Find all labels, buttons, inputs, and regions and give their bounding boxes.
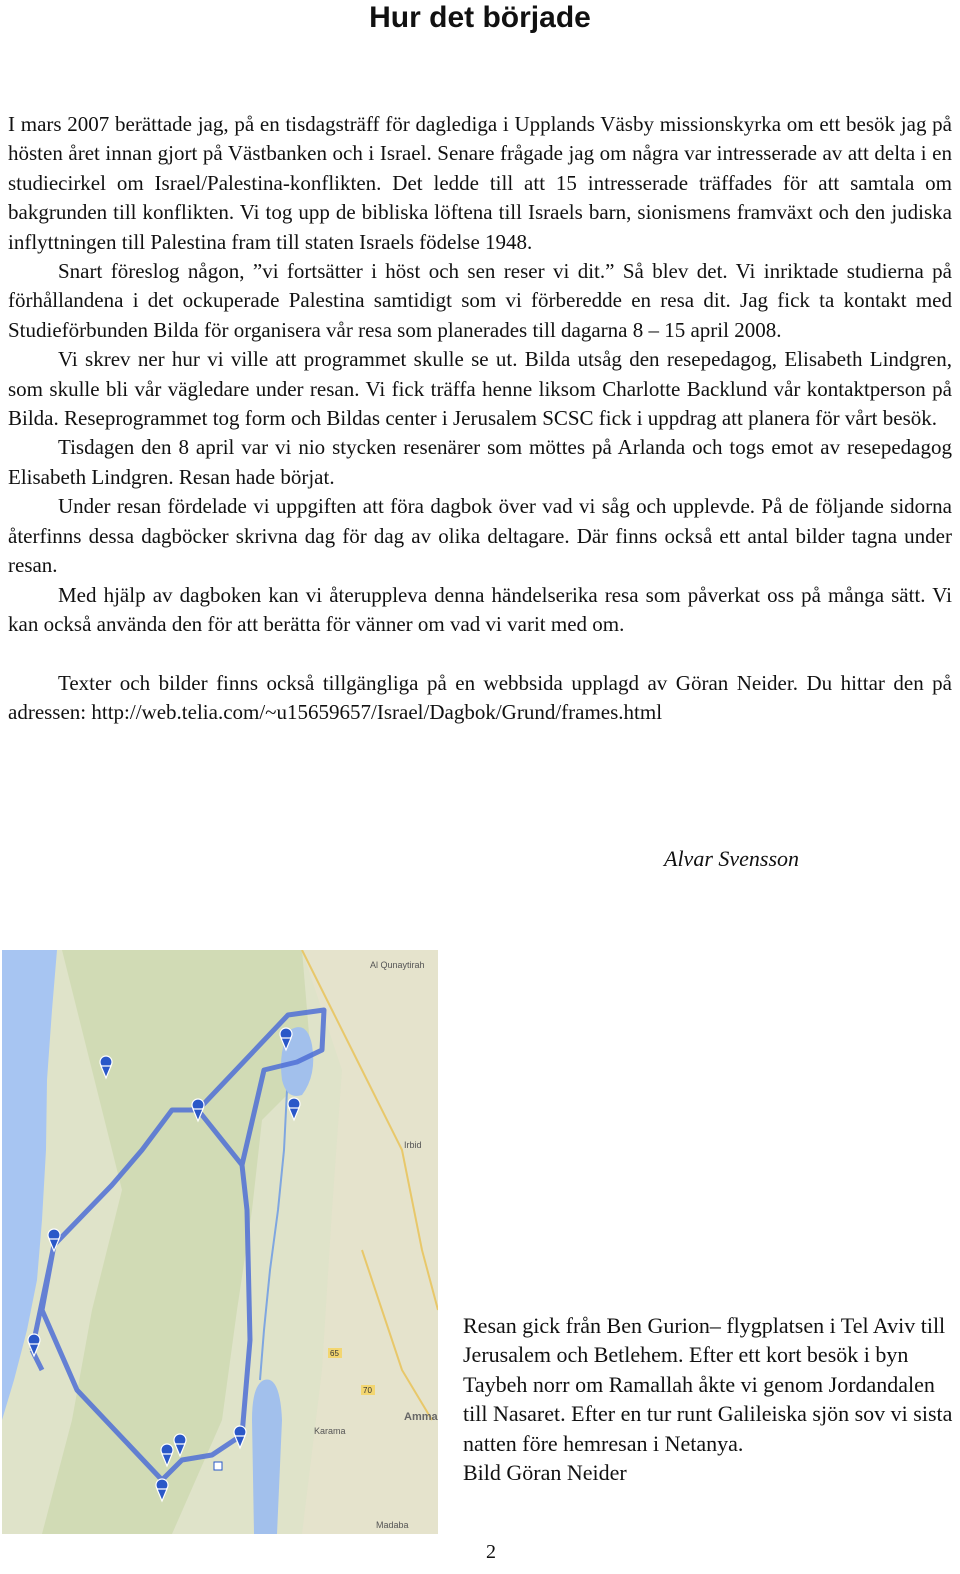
dead-sea	[252, 1380, 282, 1535]
paragraph-web-link: Texter och bilder finns också tillgängliga på en webbsida upplagd av Göran Neider. Du hittar den på adressen: http://web.telia.com/~u15659657/Israel/Dagbok/Grund/frames.html	[8, 670, 952, 725]
body-text	[8, 110, 952, 728]
road-number: 70	[363, 1386, 372, 1395]
caption-credit: Bild Göran Neider	[463, 1460, 627, 1486]
place-label: Al Qunaytirah	[370, 960, 425, 970]
waypoint-square	[214, 1462, 222, 1470]
map-caption	[463, 1311, 953, 1487]
paragraph: Vi skrev ner hur vi ville att programmet skulle se ut. Bilda utsåg den resepedagog, Elisabeth Lindgren, som skulle bli vår vägledare under resan. Vi fick träffa henne liksom Charlotte Backlund vår kontaktperson på Bilda. Reseprogrammet tog form och Bildas center i Jerusalem SCSC fick i uppdrag att planera för vårt besök.	[8, 347, 952, 431]
paragraph: Med hjälp av dagboken kan vi återuppleva denna händelserika resa som påverkat oss på många sätt. Vi kan också använda den för att berätta för vänner om vad vi varit med om.	[8, 582, 952, 636]
page-title: Hur det började	[369, 1, 591, 34]
paragraph: Tisdagen den 8 april var vi nio stycken resenärer som möttes på Arlanda och togs emot av resepedagog Elisabeth Lindgren. Resan hade börjat.	[8, 435, 952, 489]
page-number: 2	[486, 1541, 496, 1563]
place-label: Madaba	[376, 1520, 409, 1530]
place-label: Irbid	[404, 1140, 422, 1150]
paragraph: Under resan fördelade vi uppgiften att föra dagbok över vad vi såg och upplevde. På de följande sidorna återfinns dessa dagböcker skrivna dag för dag av olika deltagare. Där finns också ett antal bilder tagna under resan.	[8, 494, 952, 578]
route-map-svg	[2, 950, 438, 1534]
paragraph: Snart föreslog någon, ”vi fortsätter i höst och sen reser vi dit.” Så blev det. Vi inriktade studierna på förhållandena i det ockuperade Palestina samtidigt som vi förberedde en resa dit. Jag fick ta kontakt med Studieförbunden Bilda för organisera vår resa som planerades till dagarna 8 – 15 april 2008.	[8, 259, 952, 342]
road-number: 65	[330, 1349, 339, 1358]
route-map	[2, 950, 438, 1534]
place-label: Amma	[404, 1411, 438, 1423]
paragraph: I mars 2007 berättade jag, på en tisdagsträff för dagledigа i Upplands Väsby missionskyrka om ett besök jag på hösten året innan gjort på Västbanken och i Israel. Senare frågade jag om några var intresserade av att delta i en studiecirkel om Israel/Palestina-konflikten. Det ledde till att 15 intresserade träffades för att samtala om bakgrunden till konflikten. Vi tog upp de bibliska löftena till Israels barn, sionismens framväxt och den judiska inflyttningen till Palestina fram till staten Israels födelse 1948.	[8, 112, 952, 254]
author-signature: Alvar Svensson	[664, 846, 800, 871]
place-label: Karama	[314, 1426, 346, 1436]
caption-text: Resan gick från Ben Gurion– flygplatsen i Tel Aviv till Jerusalem och Betlehem. Efter ett kort besök i byn Taybeh norr om Ramallah åkte vi genom Jordandalen till Nasaret. Efter en tur runt Galileiska sjön sov vi sista natten före hemresan i Netanya.	[463, 1313, 953, 1456]
